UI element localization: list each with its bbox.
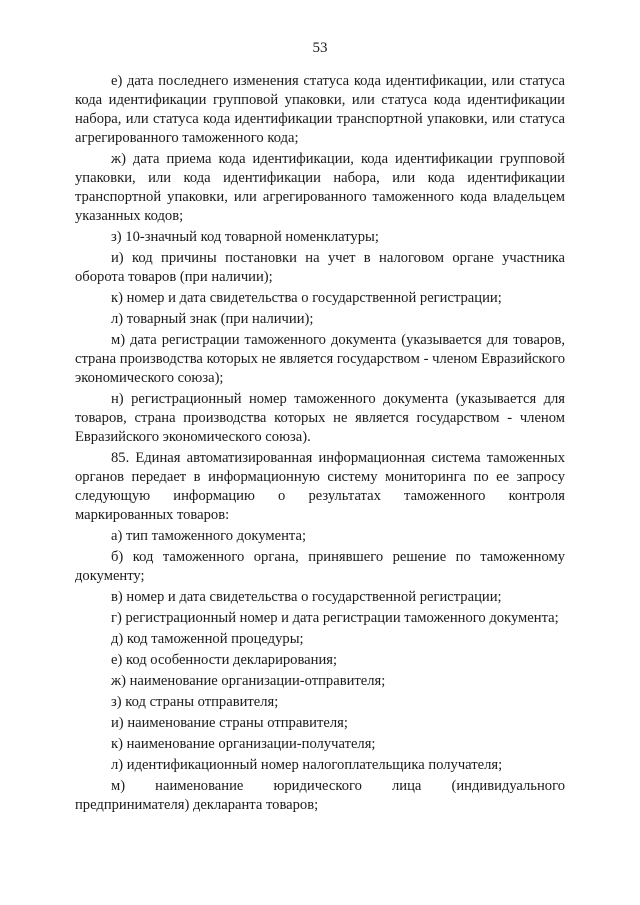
- paragraph: е) дата последнего изменения статуса кода идентификации, или статуса кода идентификации групповой упаковки, или статуса кода идентификации набора, или статуса кода идентификации транспортной упаковки, или статуса агрегированного таможенного кода;: [75, 73, 565, 146]
- paragraph: н) регистрационный номер таможенного документа (указывается для товаров, страна производства которых не является государством - членом Евразийского экономического союза).: [75, 391, 565, 445]
- paragraph: 85. Единая автоматизированная информационная система таможенных органов передает в информационную систему мониторинга по ее запросу следующую информацию о результатах таможенного контроля маркированных товаров:: [75, 450, 565, 523]
- paragraph: л) идентификационный номер налогоплательщика получателя;: [111, 757, 503, 773]
- paragraph: к) номер и дата свидетельства о государственной регистрации;: [111, 290, 502, 306]
- paragraph: з) код страны отправителя;: [111, 694, 279, 710]
- paragraph: м) дата регистрации таможенного документа (указывается для товаров, страна производства которых не является государством - членом Евразийского экономического союза);: [75, 332, 565, 386]
- paragraph: л) товарный знак (при наличии);: [111, 311, 314, 327]
- paragraph: к) наименование организации-получателя;: [111, 736, 376, 752]
- paragraph: з) 10-значный код товарной номенклатуры;: [111, 229, 379, 245]
- paragraph: и) наименование страны отправителя;: [111, 715, 348, 731]
- page-number: 53: [312, 40, 328, 56]
- paragraph: д) код таможенной процедуры;: [111, 631, 304, 647]
- paragraph: м) наименование юридического лица (индивидуального предпринимателя) декларанта товаров;: [75, 778, 565, 813]
- paragraph: а) тип таможенного документа;: [111, 528, 307, 544]
- paragraph: ж) дата приема кода идентификации, кода идентификации групповой упаковки, или кода идентификации набора, или кода идентификации транспортной упаковки, или агрегированного таможенного кода владельцем указанных кодов;: [75, 151, 565, 224]
- paragraph: ж) наименование организации-отправителя;: [111, 673, 386, 689]
- paragraph: е) код особенности декларирования;: [111, 652, 338, 668]
- paragraph: г) регистрационный номер и дата регистрации таможенного документа;: [111, 610, 559, 626]
- paragraph: в) номер и дата свидетельства о государственной регистрации;: [111, 589, 502, 605]
- body-text: [75, 72, 565, 815]
- paragraph: б) код таможенного органа, принявшего решение по таможенному документу;: [75, 549, 565, 584]
- paragraph: и) код причины постановки на учет в налоговом органе участника оборота товаров (при наличии);: [75, 250, 565, 285]
